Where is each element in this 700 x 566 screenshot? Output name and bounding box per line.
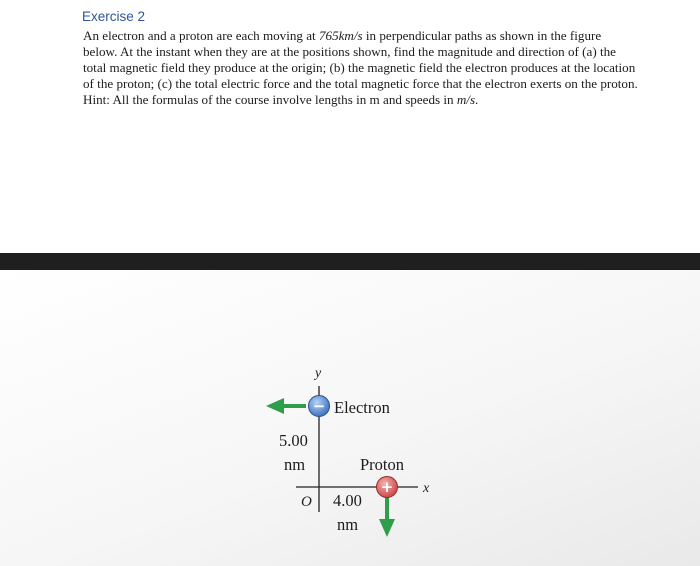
proton-velocity-arrow [379,497,395,537]
vertical-distance-unit: nm [284,455,306,474]
exercise-heading: Exercise 2 [82,9,146,24]
electron-velocity-arrow [266,398,306,414]
speed-value: 765km/s [318,28,363,43]
speed-unit: m/s [456,91,476,107]
vertical-distance-value: 5.00 [279,431,308,450]
horizontal-distance-unit: nm [337,515,359,534]
proton-charge-symbol: + [380,478,394,496]
problem-text-part1: An electron and a proton are each moving at [83,28,319,43]
problem-text-part2: in perpendicular paths as shown in the figure below. At the instant when they are at the positions shown, find the magnitude and direction of (a) the total magnetic field they produce at the origin; (b) the magnetic field the electron produces at the location of the proton; (c) the total electric force and the total magnetic force that the electron exerts on the proton. Hint: All the formulas of the course involve lengths in m and speeds in [83,28,638,107]
electron-label: Electron [334,398,390,417]
problem-text-part3: . [475,91,479,107]
x-axis-label: x [423,481,430,496]
proton-label: Proton [360,455,405,474]
electron-charge-symbol: − [312,397,326,415]
horizontal-distance-value: 4.00 [333,491,362,510]
origin-label: O [301,494,312,510]
y-axis-label: y [315,366,322,381]
